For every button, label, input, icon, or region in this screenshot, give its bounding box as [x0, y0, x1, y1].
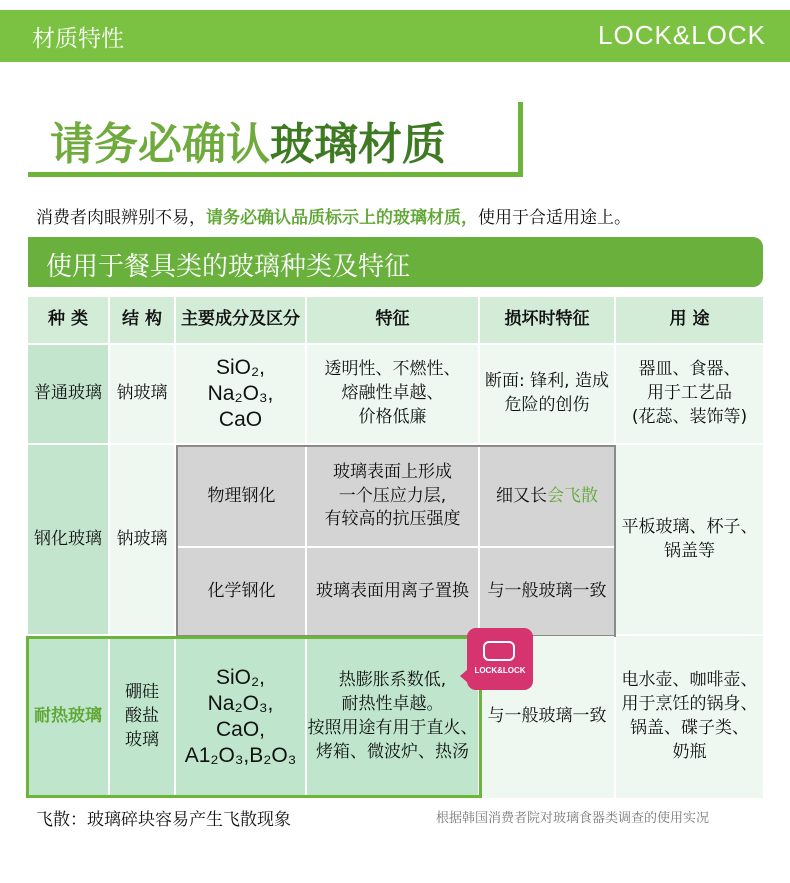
row1-damage: 断面: 锋利, 造成 危险的创伤	[480, 345, 614, 443]
row3-damage: 与一般玻璃一致	[480, 636, 614, 798]
header-feature: 特征	[307, 297, 478, 343]
intro-pre: 消费者肉眼辨别不易，	[36, 208, 206, 228]
row1-structure: 钠玻璃	[110, 345, 174, 443]
row2a-composition: 物理钢化	[178, 447, 305, 546]
row2b-feature: 玻璃表面用离子置换	[307, 548, 478, 635]
container-icon	[483, 641, 515, 661]
header-structure: 结 构	[110, 297, 174, 343]
row2a-damage-text: 细又长	[496, 485, 547, 506]
headline	[50, 108, 446, 172]
row3-structure: 硼硅 酸盐 玻璃	[110, 636, 174, 798]
footnote: 飞散：玻璃碎块容易产生飞散现象	[36, 810, 291, 830]
intro-text	[36, 203, 631, 228]
brand-name: LOCK&LOCK	[598, 20, 766, 50]
section-title-bar	[28, 237, 763, 287]
top-banner	[0, 10, 790, 62]
row2a-feature: 玻璃表面上形成 一个压应力层, 有较高的抗压强度	[307, 447, 478, 546]
row1-composition: SiO₂, Na₂O₃, CaO	[176, 345, 305, 443]
row1-feature: 透明性、不燃性、 熔融性卓越、 价格低廉	[307, 345, 478, 443]
brand-badge	[467, 628, 533, 690]
badge-text: LOCK&LOCK	[474, 666, 526, 675]
row2-usage: 平板玻璃、杯子、 锅盖等	[616, 445, 763, 634]
headline-part1: 请务必确认	[50, 119, 270, 170]
header-damage: 损坏时特征	[480, 297, 614, 343]
row3-usage: 电水壶、咖啡壶、 用于烹饪的锅身、 锅盖、碟子类、 奶瓶	[616, 636, 763, 798]
row2a-damage-highlight: 会飞散	[547, 485, 598, 506]
header-composition: 主要成分及区分	[176, 297, 305, 343]
row2b-composition: 化学钢化	[178, 548, 305, 635]
headline-part2: 玻璃材质	[270, 119, 446, 170]
row3-feature: 热膨胀系数低, 耐热性卓越。 按照用途有用于直火、 烤箱、微波炉、热汤	[307, 636, 478, 798]
section-title: 使用于餐具类的玻璃种类及特征	[46, 252, 411, 282]
row2b-damage: 与一般玻璃一致	[480, 548, 614, 635]
row2-structure: 钠玻璃	[110, 445, 174, 634]
intro-highlight: 请务必确认品质标示上的玻璃材质，	[206, 208, 478, 228]
row3-composition: SiO₂, Na₂O₃, CaO, A1₂O₃,B₂O₃	[176, 636, 305, 798]
row1-usage: 器皿、食器、 用于工艺品 (花蕊、装饰等)	[616, 345, 763, 443]
row1-type: 普通玻璃	[28, 345, 108, 443]
header-type: 种 类	[28, 297, 108, 343]
banner-title: 材质特性	[32, 26, 124, 52]
row2a-damage	[480, 447, 614, 546]
source-note: 根据韩国消费者院对玻璃食器类调查的使用实况	[436, 811, 710, 826]
intro-post: 使用于合适用途上。	[478, 208, 631, 228]
header-usage: 用 途	[616, 297, 763, 343]
row3-type: 耐热玻璃	[28, 636, 108, 798]
row2-type: 钢化玻璃	[28, 445, 108, 634]
